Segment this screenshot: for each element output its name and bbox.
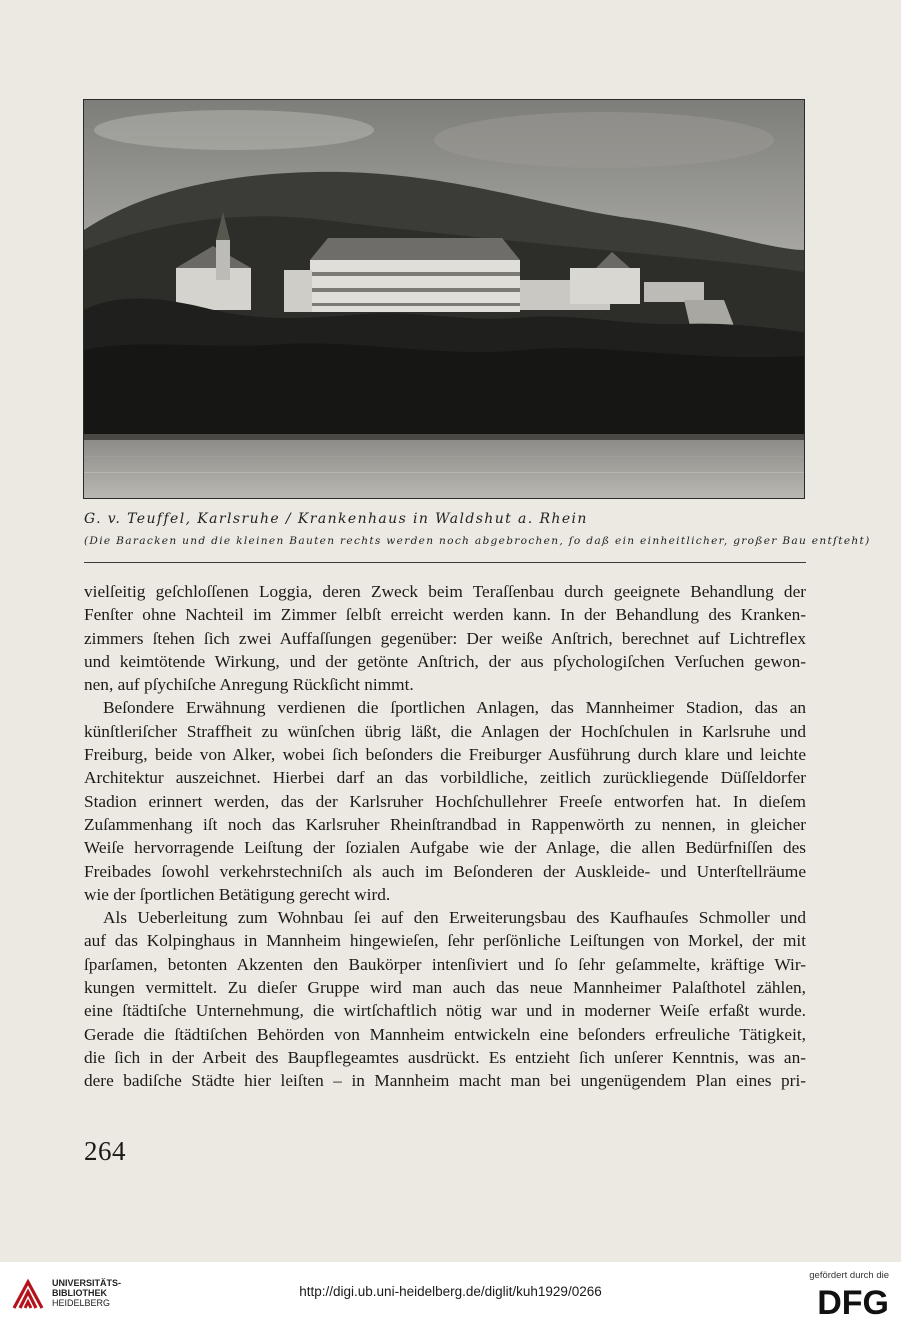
text-line: kungen vermittelt. Zu dieſer Gruppe wird man auch das neue Mannheimer Palaſthotel zählen,	[84, 978, 806, 998]
library-name-line: BIBLIOTHEK	[52, 1288, 107, 1298]
body-text	[84, 580, 806, 1093]
photo-caption-note: (Die Baracken und die kleinen Bauten rechts werden noch abgebrochen, ſo daß ein einheitlicher, großer Bau entſteht)	[84, 535, 871, 547]
text-line: Architektur auszeichnet. Hierbei darf an das vorbildliche, zeitlich zurückliegende Düſſeldorfer	[84, 768, 806, 788]
text-line: künſtleriſcher Straffheit zu wünſchen übrig läßt, die Anlagen der Hochſchulen in Karlsruhe und	[84, 721, 806, 741]
text-line: Weiſe hervorragende Leiſtung der ſozialen Aufgabe wie der Anlage, die allen Bedürfniſſen des	[84, 838, 806, 858]
text-line: dere badiſche Städte hier leiſten – in Mannheim macht man bei ungenügendem Plan eines pri-	[84, 1071, 806, 1091]
text-line: nen, auf pſychiſche Anregung Rückſicht nimmt.	[84, 675, 414, 695]
dfg-logo-icon[interactable]	[803, 1284, 889, 1318]
text-line: wie der ſportlichen Betätigung gerecht wird.	[84, 884, 391, 904]
dfg-logo-text: DFG	[817, 1284, 889, 1318]
text-line: auf das Kolpinghaus in Mannheim hingewieſen, ſehr perſönliche Leiſtungen von Morkel, der mit	[84, 931, 806, 951]
text-line: eine ſtädtiſche Unternehmung, die wirtſchaftlich nötig war und in moderner Weiſe erfaßt wurde.	[84, 1001, 806, 1021]
text-line: zimmers ſtehen ſich zwei Auffaſſungen gegenüber: Der weiße Anſtrich, berechnet auf Lichtreflex	[84, 628, 806, 648]
text-line: Freibades ſowohl verkehrstechniſch als auch im Beſonderen der Auskleide- und Unterſtellräume	[84, 861, 806, 881]
text-line: Als Ueberleitung zum Wohnbau ſei auf den Erweiterungsbau des Kaufhauſes Schmoller und	[103, 908, 806, 928]
funding-label: gefördert durch die	[809, 1270, 889, 1281]
viewer-footer	[0, 1262, 901, 1326]
text-line: Zuſammenhang iſt noch das Karlsruher Rheinſtrandbad in Rappenwörth zu nennen, in gleicher	[84, 814, 806, 834]
library-name-line: UNIVERSITÄTS-	[52, 1278, 122, 1288]
text-line: Beſondere Erwähnung verdienen die ſportlichen Anlagen, das Mannheimer Stadion, das an	[103, 698, 806, 718]
photo-caption: G. v. Teuffel, Karlsruhe / Krankenhaus in Waldshut a. Rhein	[84, 511, 588, 527]
caption-divider	[84, 562, 806, 563]
text-line: Stadion erinnert werden, das der Karlsruher Hochſchullehrer Freeſe entworfen hat. In dieſem	[84, 791, 806, 811]
photo-illustration	[84, 100, 804, 498]
text-line: und keimtötende Wirkung, und der getönte Anſtrich, der aus pſychologiſchen Verſuchen gewon-	[84, 651, 806, 671]
permalink-url[interactable]: http://digi.ub.uni-heidelberg.de/diglit/kuh1929/0266	[299, 1284, 602, 1299]
text-line: Fenſter ohne Nachteil im Zimmer ſelbſt erreicht werden kann. In der Behandlung des Kranken-	[84, 605, 806, 625]
text-line: Freiburg, beide von Alker, wobei ſich beſonders die Freiburger Ausführung durch klare und leichte	[84, 745, 806, 765]
text-line: die ſich in der Arbeit des Baupflegeamtes ausdrückt. Es entzieht ſich unſerer Kenntnis, was an-	[84, 1047, 806, 1067]
photograph-hospital-waldshut	[83, 99, 805, 499]
text-line: ſparſamen, betonten Akzenten den Baukörper intenſiviert und ſo ſehr geſammelte, kräftige Wir-	[84, 954, 806, 974]
text-line: Gerade die ſtädtiſchen Behörden von Mannheim entwickeln eine beſonders erfreuliche Tätigkeit,	[84, 1024, 806, 1044]
text-line: vielſeitig geſchloſſenen Loggia, deren Zweck beim Teraſſenbau durch geeignete Behandlung der	[84, 582, 806, 601]
page-number: 264	[84, 1136, 126, 1166]
library-name-line: HEIDELBERG	[52, 1298, 111, 1308]
